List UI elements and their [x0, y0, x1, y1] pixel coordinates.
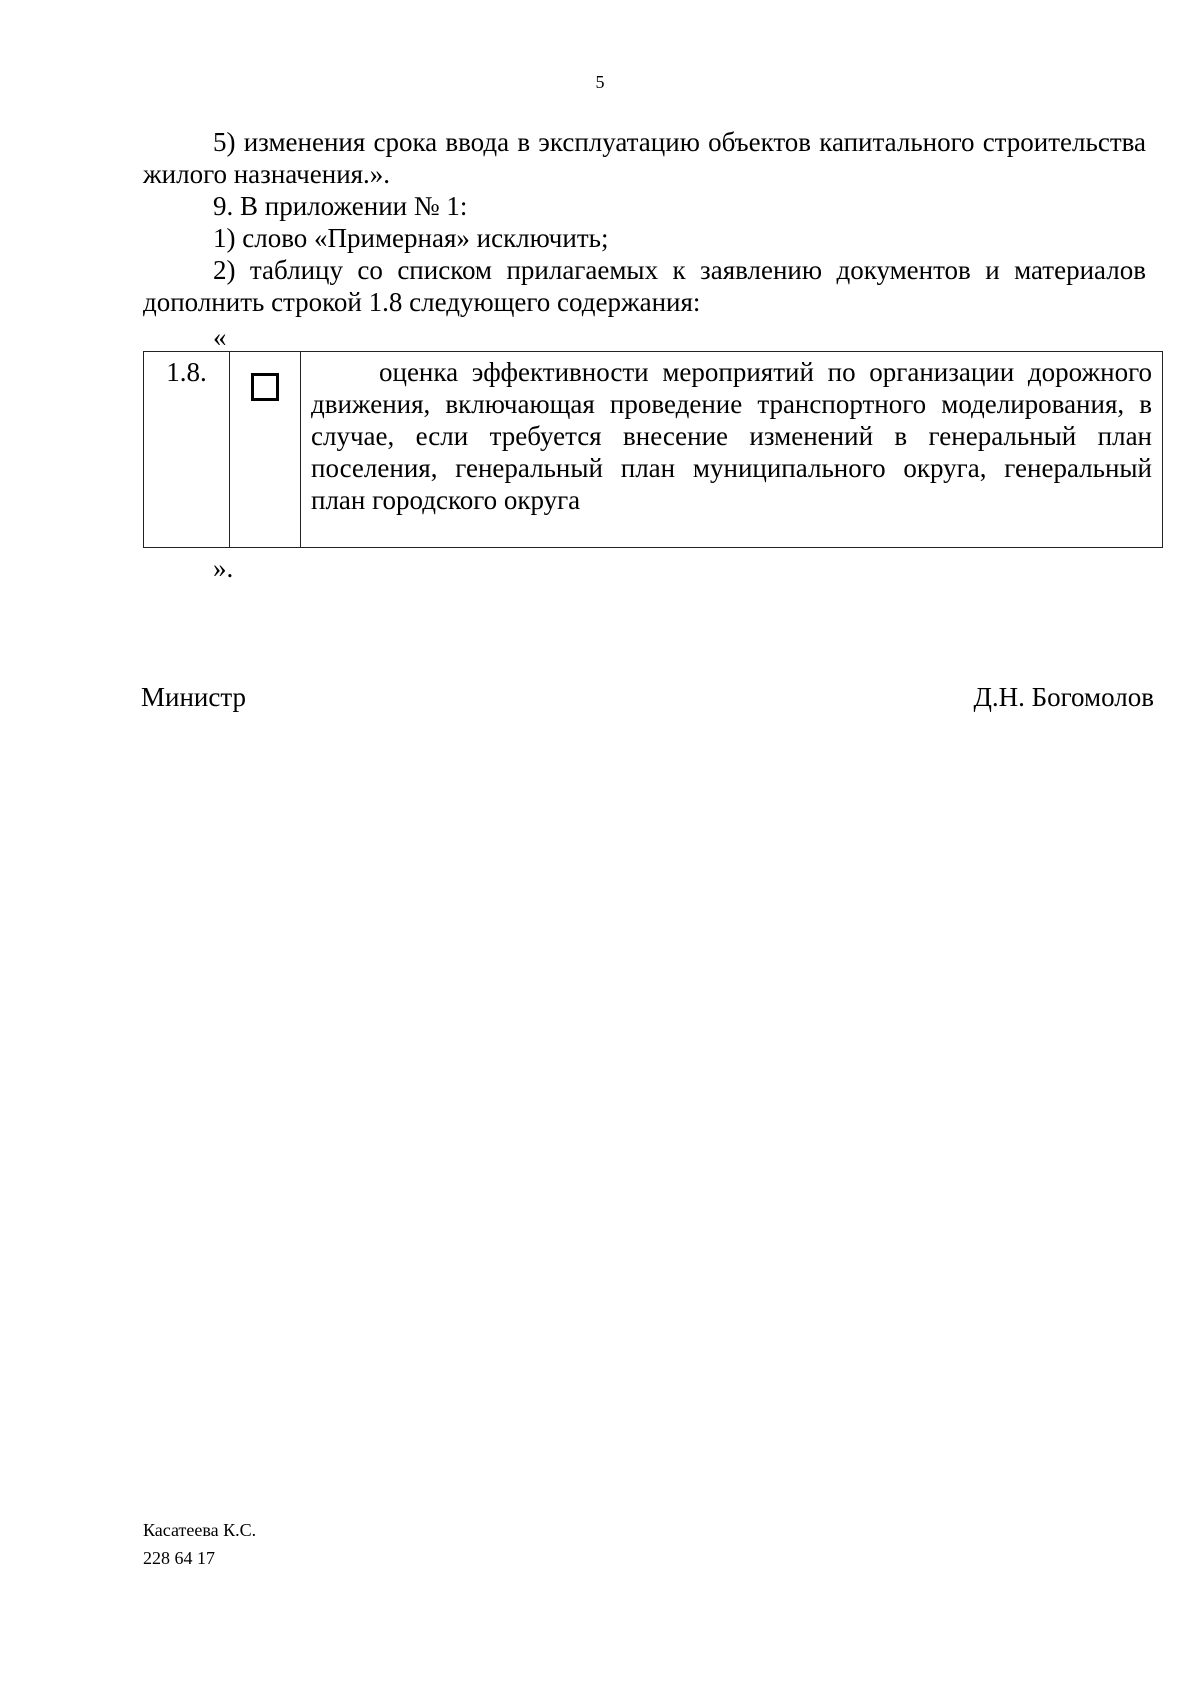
paragraph-subitem-2: 2) таблицу со списком прилагаемых к заявлению документов и материалов дополнить строкой 1.8 следующего содержания: — [143, 255, 1146, 317]
opening-quote: « — [213, 322, 227, 352]
checkbox-cell — [230, 352, 301, 548]
signatory-name: Д.Н. Богомолов — [973, 682, 1154, 712]
executor-phone: 228 64 17 — [143, 1548, 215, 1568]
paragraph-subitem-1: 1) слово «Примерная» исключить; — [213, 223, 609, 253]
row-number: 1.8. — [144, 352, 230, 548]
signatory-position: Министр — [141, 682, 246, 712]
row-description: оценка эффективности мероприятий по организации дорожного движения, включающая проведение транспортного моделирования, в случае, если требуется внесение изменений в генеральный план поселения, генеральный план муниципального округа, генеральный план городского округа — [311, 357, 1152, 515]
row-description-cell — [301, 352, 1163, 548]
executor-name: Касатеева К.С. — [143, 1520, 257, 1540]
paragraph-point-9: 9. В приложении № 1: — [213, 191, 468, 221]
paragraph-item-5: 5) изменения срока ввода в эксплуатацию объектов капитального строительства жилого назначения.». — [143, 127, 1146, 189]
closing-quote: ». — [213, 553, 234, 583]
documents-table — [143, 351, 1163, 548]
page-number: 5 — [595, 72, 605, 92]
checkbox-icon — [251, 373, 279, 401]
table-row — [144, 352, 1163, 548]
